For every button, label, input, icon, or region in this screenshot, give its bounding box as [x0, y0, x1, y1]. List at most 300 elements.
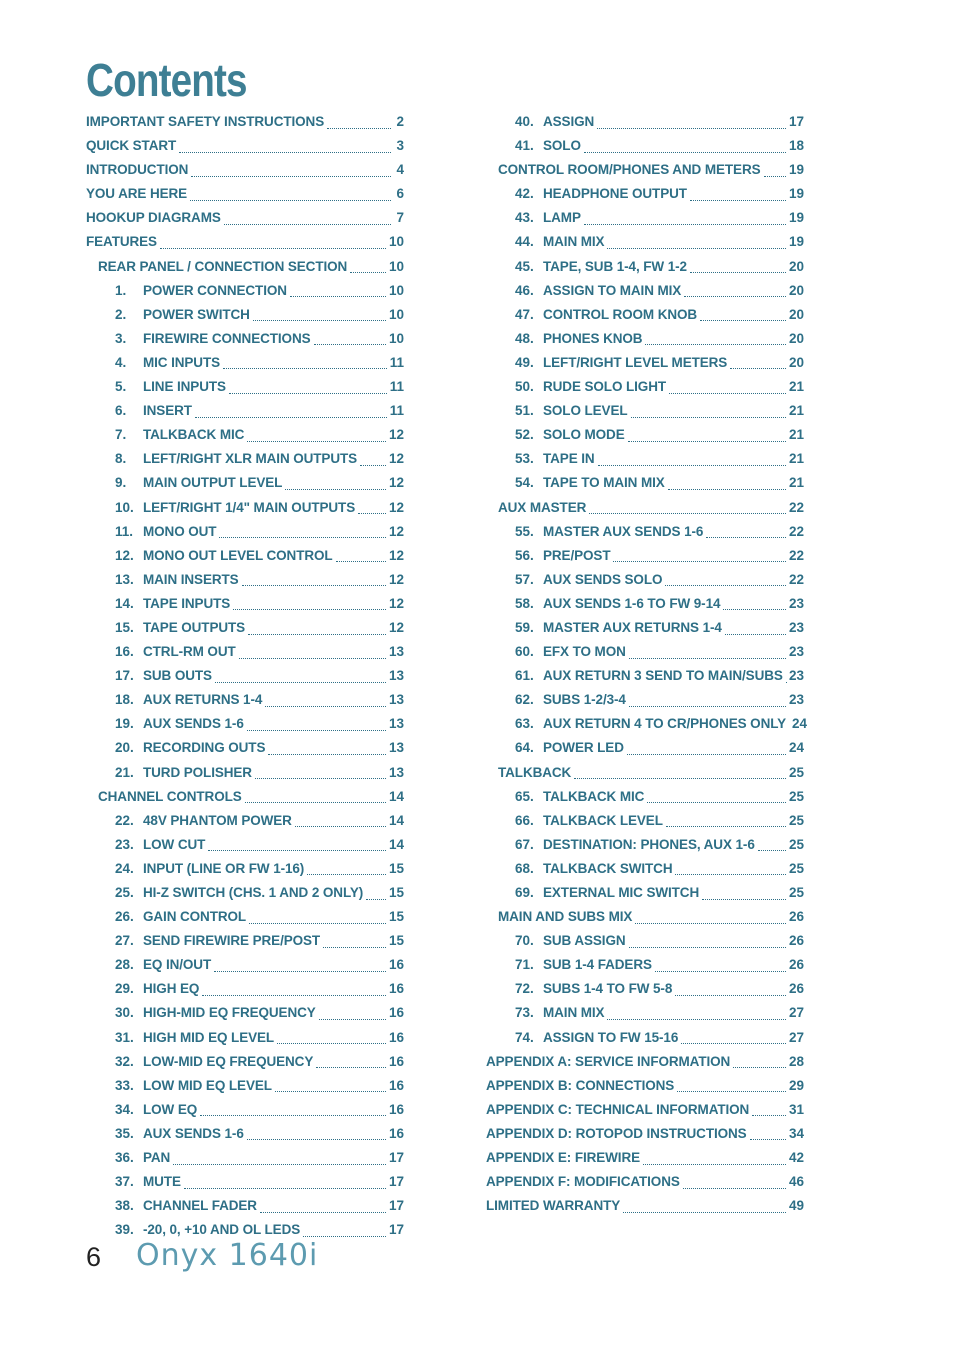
toc-entry-label: ASSIGN TO FW 15-16 — [543, 1029, 679, 1045]
toc-entry-number: 57. — [515, 571, 534, 587]
toc-entry-page: 23 — [788, 619, 804, 635]
toc-entry-page: 25 — [788, 885, 804, 900]
toc-entry-number: 42. — [515, 186, 534, 202]
toc-entry[interactable] — [86, 761, 404, 785]
toc-entry-number: 17. — [115, 668, 134, 684]
toc-entry-number: 61. — [515, 668, 534, 684]
toc-entry[interactable] — [486, 785, 804, 809]
dot-leader — [607, 248, 786, 249]
toc-entry-page: 16 — [388, 1053, 404, 1069]
toc-entry-label: TALKBACK MIC — [143, 427, 245, 443]
toc-entry-number: 72. — [515, 981, 534, 997]
toc-entry-label: POWER SWITCH — [143, 306, 250, 322]
toc-entry[interactable] — [86, 279, 404, 303]
toc-entry-page: 20 — [788, 354, 804, 370]
toc-entry-page: 28 — [788, 1053, 804, 1069]
dot-leader — [214, 971, 386, 972]
toc-entry[interactable] — [86, 1170, 404, 1194]
toc-entry[interactable] — [86, 1122, 404, 1146]
toc-entry[interactable] — [86, 1146, 404, 1170]
dot-leader — [323, 947, 386, 948]
toc-entry[interactable] — [86, 905, 404, 929]
toc-entry-label: CONTROL ROOM/PHONES AND METERS — [498, 162, 761, 178]
toc-entry-label: LEFT/RIGHT LEVEL METERS — [543, 354, 728, 370]
toc-entry[interactable] — [486, 761, 804, 785]
toc-entry-number: 28. — [115, 957, 134, 973]
toc-entry-number: 21. — [115, 764, 134, 780]
dot-leader — [350, 272, 386, 273]
toc-entry-label: APPENDIX C: TECHNICAL INFORMATION — [486, 1101, 750, 1117]
toc-entry-number: 39. — [115, 1222, 134, 1238]
dot-leader — [160, 248, 386, 249]
dot-leader — [665, 585, 786, 586]
toc-entry[interactable] — [86, 423, 404, 447]
toc-entry-label: AUX RETURN 3 SEND TO MAIN/SUBS — [543, 668, 783, 684]
toc-entry[interactable] — [486, 471, 804, 495]
toc-entry-label: SOLO LEVEL — [543, 403, 628, 419]
toc-entry-label: SUB 1-4 FADERS — [543, 957, 652, 973]
toc-entry-label: AUX SENDS 1-6 TO FW 9-14 — [543, 595, 721, 611]
dot-leader — [684, 296, 786, 297]
toc-entry-page: 26 — [788, 957, 804, 973]
toc-entry[interactable] — [86, 1194, 404, 1218]
toc-entry-label: LIMITED WARRANTY — [486, 1198, 621, 1214]
toc-entry-page: 19 — [788, 186, 804, 202]
toc-entry-number: 5. — [115, 379, 127, 395]
dot-leader — [700, 320, 786, 321]
toc-entry-label: ASSIGN TO MAIN MIX — [543, 282, 682, 298]
toc-entry-number: 7. — [115, 427, 127, 443]
toc-entry-number: 64. — [515, 740, 534, 756]
toc-entry[interactable] — [486, 327, 804, 351]
toc-entry[interactable] — [86, 833, 404, 857]
toc-entry[interactable] — [86, 568, 404, 592]
dot-leader — [307, 874, 386, 875]
toc-entry-label: TALKBACK SWITCH — [543, 860, 673, 876]
dot-leader — [675, 995, 786, 996]
toc-entry-number: 50. — [515, 379, 534, 395]
toc-entry-label: AUX SENDS SOLO — [543, 571, 663, 587]
toc-entry-label: TAPE TO MAIN MIX — [543, 475, 665, 491]
toc-entry-page: 23 — [788, 692, 804, 708]
toc-entry-page: 3 — [396, 138, 404, 154]
toc-entry-page: 19 — [788, 210, 804, 226]
toc-entry-label: APPENDIX E: FIREWIRE — [486, 1150, 641, 1166]
toc-entry[interactable] — [486, 953, 804, 977]
toc-entry[interactable] — [486, 592, 804, 616]
dot-leader — [242, 585, 386, 586]
toc-entry-number: 4. — [115, 354, 127, 370]
toc-entry-page: 17 — [388, 1198, 404, 1214]
toc-entry-page: 29 — [788, 1077, 804, 1093]
toc-entry[interactable] — [86, 881, 404, 905]
dot-leader — [723, 609, 786, 610]
toc-entry-label: TURD POLISHER — [143, 764, 252, 780]
dot-leader — [208, 850, 386, 851]
toc-entry-label: CONTROL ROOM KNOB — [543, 306, 698, 322]
toc-entry-page: 10 — [388, 306, 404, 322]
toc-entry-page: 16 — [388, 1101, 404, 1117]
toc-entry-label: INTRODUCTION — [86, 162, 189, 178]
toc-entry-page: 15 — [388, 933, 404, 949]
dot-leader — [607, 1019, 786, 1020]
dot-leader — [219, 537, 386, 538]
toc-entry[interactable] — [486, 1050, 804, 1074]
toc-entry[interactable] — [486, 134, 804, 158]
dot-leader — [752, 1115, 786, 1116]
toc-entry-page: 12 — [388, 523, 404, 539]
toc-entry-number: 44. — [515, 234, 534, 250]
dot-leader — [589, 513, 786, 514]
toc-entry-label: TALKBACK — [498, 764, 572, 780]
toc-entry[interactable] — [486, 1001, 804, 1025]
toc-entry-label: SUBS 1-2/3-4 — [543, 692, 626, 708]
toc-entry[interactable] — [86, 688, 404, 712]
toc-entry[interactable] — [86, 327, 404, 351]
dot-leader — [574, 778, 786, 779]
toc-entry-page: 12 — [388, 595, 404, 611]
toc-entry[interactable] — [86, 1098, 404, 1122]
toc-entry[interactable] — [86, 351, 404, 375]
toc-entry-page: 16 — [388, 981, 404, 997]
toc-entry[interactable] — [86, 496, 404, 520]
toc-entry[interactable] — [86, 303, 404, 327]
toc-entry-number: 34. — [115, 1101, 134, 1117]
toc-entry[interactable] — [86, 206, 404, 230]
toc-entry-number: 25. — [115, 885, 134, 900]
toc-entry-number: 29. — [115, 981, 134, 997]
toc-entry-page: 15 — [388, 860, 404, 876]
toc-entry[interactable] — [86, 1074, 404, 1098]
dot-leader — [584, 224, 786, 225]
toc-entry[interactable] — [486, 881, 804, 905]
dot-leader — [668, 489, 786, 490]
toc-entry-label: TALKBACK LEVEL — [543, 812, 663, 828]
toc-entry[interactable] — [86, 977, 404, 1001]
dot-leader — [233, 609, 386, 610]
toc-entry[interactable] — [486, 1146, 804, 1170]
dot-leader — [195, 417, 387, 418]
toc-entry-label: MAIN MIX — [543, 1005, 605, 1021]
dot-leader — [247, 441, 386, 442]
dot-leader — [314, 344, 386, 345]
page-number: 6 — [86, 1242, 102, 1272]
toc-entry[interactable] — [486, 182, 804, 206]
toc-entry-label: GAIN CONTROL — [143, 909, 247, 925]
toc-entry[interactable] — [86, 520, 404, 544]
toc-entry[interactable] — [486, 1122, 804, 1146]
toc-entry-label: AUX RETURNS 1-4 — [143, 692, 263, 708]
toc-entry[interactable] — [86, 592, 404, 616]
toc-entry[interactable] — [486, 905, 804, 929]
toc-entry[interactable] — [86, 785, 404, 809]
toc-entry-number: 31. — [115, 1029, 134, 1045]
toc-entry-number: 10. — [115, 499, 134, 515]
toc-entry-page: 23 — [788, 595, 804, 611]
toc-entry-page: 26 — [788, 981, 804, 997]
toc-entry-label: HIGH MID EQ LEVEL — [143, 1029, 275, 1045]
toc-entry-number: 70. — [515, 933, 534, 949]
dot-leader — [629, 947, 786, 948]
toc-entry-page: 12 — [388, 547, 404, 563]
toc-entry-number: 13. — [115, 571, 134, 587]
toc-entry-label: CHANNEL FADER — [143, 1198, 257, 1214]
dot-leader — [629, 706, 786, 707]
dot-leader — [643, 1164, 786, 1165]
dot-leader — [336, 561, 386, 562]
dot-leader — [631, 417, 786, 418]
toc-entry[interactable] — [86, 182, 404, 206]
toc-entry[interactable] — [86, 712, 404, 736]
dot-leader — [277, 1043, 386, 1044]
toc-entry-number: 56. — [515, 547, 534, 563]
toc-entry[interactable] — [86, 640, 404, 664]
toc-entry-label: TAPE OUTPUTS — [143, 619, 246, 635]
toc-entry-number: 18. — [115, 692, 134, 708]
toc-entry-page: 15 — [388, 909, 404, 925]
toc-entry[interactable] — [486, 447, 804, 471]
toc-entry-page: 12 — [388, 451, 404, 467]
toc-entry-label: TALKBACK MIC — [543, 788, 645, 804]
toc-entry-page: 26 — [788, 909, 804, 925]
toc-entry-label: TAPE INPUTS — [143, 595, 231, 611]
toc-entry-label: RUDE SOLO LIGHT — [543, 379, 666, 395]
dot-leader — [275, 1091, 386, 1092]
toc-entry[interactable] — [86, 616, 404, 640]
dot-leader — [248, 634, 386, 635]
toc-entry[interactable] — [86, 399, 404, 423]
toc-entry-label: MASTER AUX SENDS 1-6 — [543, 523, 704, 539]
toc-entry-page: 10 — [388, 282, 404, 298]
toc-entry-number: 40. — [515, 114, 534, 129]
toc-entry[interactable] — [86, 134, 404, 158]
dot-leader — [179, 152, 391, 153]
dot-leader — [245, 802, 386, 803]
toc-entry[interactable] — [486, 544, 804, 568]
toc-entry[interactable] — [486, 351, 804, 375]
dot-leader — [628, 441, 786, 442]
toc-entry[interactable] — [86, 1026, 404, 1050]
dot-leader — [645, 344, 786, 345]
toc-entry-page: 6 — [396, 186, 404, 202]
toc-entry[interactable] — [86, 110, 404, 134]
toc-entry-page: 10 — [388, 234, 404, 250]
dot-leader — [750, 1139, 786, 1140]
toc-entry-page: 20 — [788, 306, 804, 322]
toc-entry-page: 13 — [388, 740, 404, 756]
toc-entry-page: 17 — [388, 1222, 404, 1238]
toc-entry-number: 36. — [115, 1150, 134, 1166]
toc-entry-page: 23 — [788, 644, 804, 660]
toc-entry-label: AUX RETURN 4 TO CR/PHONES ONLY — [543, 716, 787, 732]
toc-entry-label: 48V PHANTOM POWER — [143, 812, 292, 828]
toc-entry-number: 63. — [515, 716, 534, 732]
toc-entry[interactable] — [86, 857, 404, 881]
toc-entry-label: INPUT (LINE OR FW 1-16) — [143, 860, 305, 876]
toc-entry[interactable] — [486, 423, 804, 447]
toc-entry-label: INSERT — [143, 403, 192, 419]
dot-leader — [690, 272, 786, 273]
dot-leader — [190, 200, 391, 201]
toc-entry[interactable] — [486, 206, 804, 230]
toc-entry[interactable] — [86, 929, 404, 953]
toc-entry-page: 4 — [396, 162, 404, 178]
toc-entry[interactable] — [486, 977, 804, 1001]
toc-entry-number: 15. — [115, 619, 134, 635]
toc-entry-number: 38. — [115, 1198, 134, 1214]
toc-entry-page: 13 — [388, 668, 404, 684]
toc-entry-label: MONO OUT LEVEL CONTROL — [143, 547, 333, 563]
toc-entry[interactable] — [86, 230, 404, 254]
toc-entry-number: 2. — [115, 306, 127, 322]
toc-entry[interactable] — [486, 857, 804, 881]
dot-leader — [173, 1164, 386, 1165]
toc-entry-label: LAMP — [543, 210, 581, 226]
toc-entry[interactable] — [486, 1098, 804, 1122]
dot-leader — [316, 1067, 386, 1068]
toc-entry[interactable] — [486, 496, 804, 520]
toc-entry-page: 25 — [788, 860, 804, 876]
toc-entry[interactable] — [486, 399, 804, 423]
toc-entry-page: 31 — [788, 1101, 804, 1117]
dot-leader — [647, 802, 786, 803]
toc-entry[interactable] — [486, 833, 804, 857]
toc-entry-label: SUBS 1-4 TO FW 5-8 — [543, 981, 673, 997]
toc-entry[interactable] — [486, 303, 804, 327]
toc-entry-page: 17 — [388, 1150, 404, 1166]
toc-entry[interactable] — [486, 110, 804, 134]
toc-entry-label: SEND FIREWIRE PRE/POST — [143, 933, 321, 949]
toc-entry-number: 32. — [115, 1053, 134, 1069]
toc-entry[interactable] — [486, 375, 804, 399]
toc-entry-page: 17 — [788, 114, 804, 129]
toc-entry-number: 52. — [515, 427, 534, 443]
toc-entry[interactable] — [86, 471, 404, 495]
toc-entry-page: 25 — [788, 788, 804, 804]
toc-entry[interactable] — [86, 544, 404, 568]
toc-entry-number: 74. — [515, 1029, 534, 1045]
toc-entry[interactable] — [486, 736, 804, 760]
toc-entry-number: 12. — [115, 547, 134, 563]
dot-leader — [191, 176, 391, 177]
dot-leader — [733, 1067, 786, 1068]
toc-entry-page: 2 — [396, 114, 404, 129]
toc-entry-page: 25 — [788, 836, 804, 852]
toc-entry-number: 11. — [115, 523, 134, 539]
toc-entry-label: HOOKUP DIAGRAMS — [86, 210, 221, 226]
toc-entry[interactable] — [486, 929, 804, 953]
dot-leader — [215, 682, 386, 683]
toc-entry-number: 3. — [115, 330, 127, 346]
toc-entry[interactable] — [486, 664, 804, 688]
dot-leader — [360, 465, 386, 466]
toc-entry[interactable] — [486, 640, 804, 664]
toc-entry[interactable] — [486, 520, 804, 544]
toc-entry[interactable] — [86, 809, 404, 833]
toc-entry[interactable] — [86, 953, 404, 977]
toc-entry-page: 11 — [389, 354, 404, 370]
toc-entry-page: 49 — [788, 1198, 804, 1214]
toc-entry[interactable] — [486, 712, 808, 736]
toc-entry-label: APPENDIX D: ROTOPOD INSTRUCTIONS — [486, 1125, 747, 1141]
toc-entry[interactable] — [486, 158, 804, 182]
toc-entry[interactable] — [486, 616, 804, 640]
toc-entry-page: 21 — [788, 475, 804, 491]
toc-entry-label: SOLO — [543, 138, 581, 154]
toc-entry-page: 14 — [388, 836, 404, 852]
toc-right-column — [486, 110, 808, 1218]
dot-leader — [635, 923, 786, 924]
dot-leader — [666, 826, 786, 827]
toc-entry-number: 16. — [115, 644, 134, 660]
toc-entry-label: MAIN AND SUBS MIX — [498, 909, 633, 925]
toc-entry-label: LOW EQ — [143, 1101, 198, 1117]
dot-leader — [683, 1188, 786, 1189]
toc-entry[interactable] — [486, 1170, 804, 1194]
toc-entry[interactable] — [86, 664, 404, 688]
toc-entry[interactable] — [486, 688, 804, 712]
dot-leader — [725, 634, 786, 635]
toc-entry-page: 12 — [388, 475, 404, 491]
toc-entry[interactable] — [486, 1026, 804, 1050]
dot-leader — [690, 200, 786, 201]
toc-entry-page: 10 — [388, 258, 404, 274]
toc-entry-number: 24. — [115, 860, 134, 876]
toc-entry[interactable] — [86, 736, 404, 760]
toc-entry[interactable] — [486, 279, 804, 303]
toc-entry-page: 42 — [788, 1150, 804, 1166]
dot-leader — [598, 465, 786, 466]
toc-entry-label: TAPE, SUB 1-4, FW 1-2 — [543, 258, 687, 274]
toc-entry-number: 35. — [115, 1125, 134, 1141]
toc-entry-label: MASTER AUX RETURNS 1-4 — [543, 619, 722, 635]
toc-entry-label: SUB ASSIGN — [543, 933, 626, 949]
toc-entry-page: 13 — [388, 692, 404, 708]
toc-entry[interactable] — [486, 255, 804, 279]
toc-entry-page: 16 — [388, 1029, 404, 1045]
toc-entry[interactable] — [86, 1050, 404, 1074]
toc-entry[interactable] — [86, 158, 404, 182]
dot-leader — [303, 1236, 386, 1237]
toc-entry[interactable] — [86, 255, 404, 279]
toc-entry-page: 15 — [388, 885, 404, 900]
toc-entry-number: 8. — [115, 451, 127, 467]
toc-entry-label: PHONES KNOB — [543, 330, 643, 346]
toc-entry[interactable] — [486, 230, 804, 254]
toc-entry[interactable] — [486, 1194, 804, 1218]
toc-entry-number: 30. — [115, 1005, 134, 1021]
toc-entry[interactable] — [486, 809, 804, 833]
dot-leader — [260, 1212, 386, 1213]
toc-entry-page: 24 — [788, 740, 804, 756]
toc-entry[interactable] — [486, 568, 804, 592]
toc-entry-number: 49. — [515, 354, 534, 370]
dot-leader — [224, 224, 391, 225]
toc-entry-label: MAIN OUTPUT LEVEL — [143, 475, 283, 491]
toc-entry-number: 37. — [115, 1174, 134, 1190]
toc-entry[interactable] — [86, 1001, 404, 1025]
toc-entry-number: 62. — [515, 692, 534, 708]
toc-entry[interactable] — [86, 375, 404, 399]
toc-entry[interactable] — [86, 447, 404, 471]
toc-entry-number: 33. — [115, 1077, 134, 1093]
toc-entry[interactable] — [486, 1074, 804, 1098]
toc-entry-label: EQ IN/OUT — [143, 957, 212, 973]
dot-leader — [268, 754, 386, 755]
toc-entry-page: 21 — [788, 403, 804, 419]
product-name: Onyx 1640i — [136, 1238, 319, 1273]
toc-entry-label: LEFT/RIGHT 1/4" MAIN OUTPUTS — [143, 499, 356, 515]
